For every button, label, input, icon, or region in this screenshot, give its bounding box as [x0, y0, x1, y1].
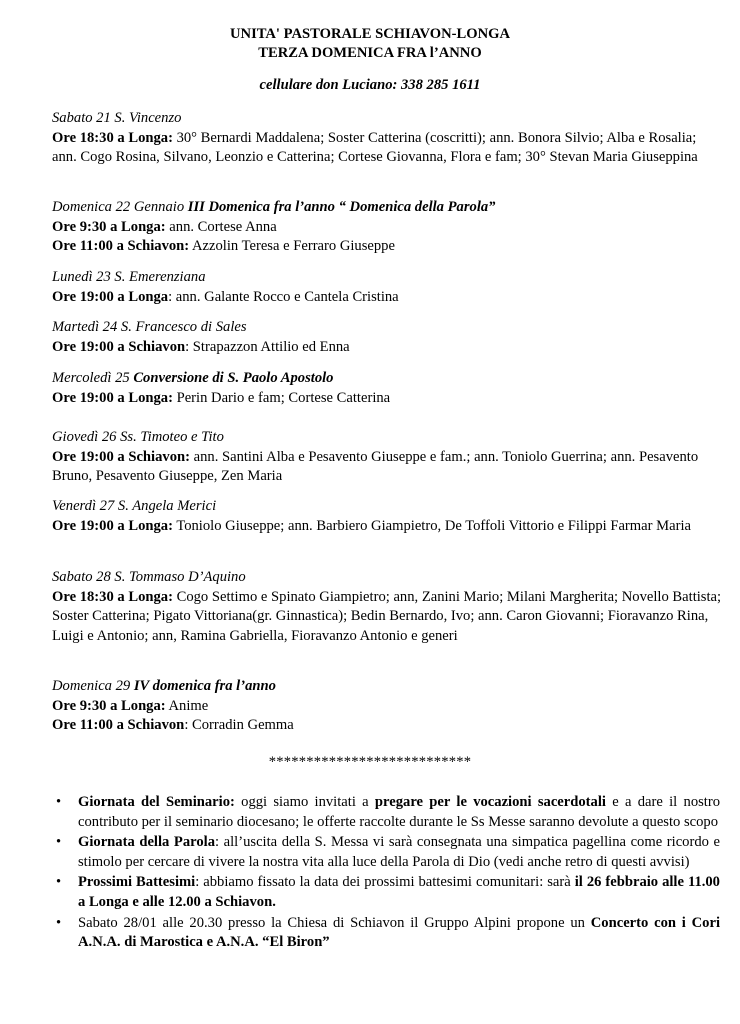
day-block-martedi-24 — [52, 318, 722, 357]
notice-battesimi: • Prossimi Battesimi: abbiamo fissato la data dei prossimi battesimi comunitari: sarà il 26 febbraio alle 11.00 a Longa e alle 12.00 a Schiavon. — [56, 874, 720, 910]
mass-entry — [52, 588, 722, 647]
day-heading: Mercoledì 25 Conversione di S. Paolo Apostolo — [52, 370, 334, 386]
mass-entry — [52, 448, 722, 487]
mass-intentions: Anime — [165, 697, 209, 714]
day-heading: Lunedì 23 S. Emerenziana — [52, 269, 206, 285]
mass-entry — [52, 389, 722, 409]
mass-intentions: : ann. Galante Rocco e Cantela Cristina — [168, 288, 399, 305]
mass-time: Ore 19:00 a Longa: — [52, 389, 173, 406]
mass-time: Ore 11:00 a Schiavon — [52, 717, 185, 734]
day-heading: Sabato 28 S. Tommaso D’Aquino — [52, 569, 246, 585]
mass-intentions: ann. Santini Alba e Pesavento Giuseppe e fam.; ann. Toniolo Guerrina; ann. Pesavento Bruno, Pesavento Giuseppe, Zen Maria — [52, 448, 699, 485]
mass-time: Ore 9:30 a Longa: — [52, 697, 166, 714]
bullet-icon: • — [56, 834, 62, 851]
bullet-icon: • — [56, 874, 62, 891]
mass-entry — [52, 218, 722, 238]
day-block-mercoledi-25 — [52, 369, 722, 408]
bullet-icon: • — [56, 794, 62, 810]
notice-seminario: • Giornata del Seminario: oggi siamo invitati a pregare per le vocazioni sacerdotali e a dare il nostro contributo per il seminario diocesano; le offerte raccolte durante le Ss Messe saranno devolute a questo scopo — [56, 794, 721, 830]
mass-entry — [52, 129, 722, 168]
mass-intentions: : Strapazzon Attilio ed Enna — [185, 338, 350, 355]
day-block-lunedi-23 — [52, 268, 722, 307]
bulletin-title: UNITA' PASTORALE SCHIAVON-LONGA — [229, 26, 510, 42]
mass-entry — [52, 237, 722, 257]
mass-intentions: Cogo Settimo e Spinato Giampietro; ann, Zanini Mario; Milani Margherita; Novello Battista; Soster Catterina; Pigato Vittoriana(gr. Ginnastica); Bedin Bernardo, Ivo; ann. Caron Giovanni; Fioravanzo Rina, Luigi e Antonio; ann, Ramina Gabriella, Fioravanzo Antonio e generi — [52, 588, 722, 644]
mass-intentions: : Corradin Gemma — [184, 717, 294, 734]
day-block-domenica-29 — [52, 677, 722, 736]
mass-entry — [52, 716, 722, 736]
mass-entry — [52, 288, 722, 308]
mass-entry — [52, 697, 722, 717]
mass-intentions: ann. Cortese Anna — [165, 218, 277, 235]
mass-intentions: Azzolin Teresa e Ferraro Giuseppe — [189, 238, 395, 255]
notice-concerto: • Sabato 28/01 alle 20.30 presso la Chiesa di Schiavon il Gruppo Alpini propone un Concerto con i Cori A.N.A. di Marostica e A.N.A. “El Biron” — [56, 914, 720, 951]
day-block-sabato-28 — [52, 568, 722, 646]
mass-time: Ore 19:00 a Schiavon — [52, 338, 186, 355]
mass-time: Ore 18:30 a Longa: — [52, 588, 173, 605]
day-heading: Domenica 29 IV domenica fra l’anno — [52, 678, 276, 694]
mass-entry — [52, 338, 722, 358]
day-heading: Sabato 21 S. Vincenzo — [52, 110, 182, 126]
mass-time: Ore 9:30 a Longa: — [52, 218, 166, 235]
notices-list — [52, 793, 720, 954]
day-heading: Domenica 22 Gennaio III Domenica fra l’anno “ Domenica della Parola” — [52, 199, 496, 215]
mass-time: Ore 11:00 a Schiavon: — [52, 238, 190, 255]
day-block-giovedi-26 — [52, 428, 722, 487]
day-heading: Martedì 24 S. Francesco di Sales — [52, 319, 247, 335]
mass-time: Ore 19:00 a Schiavon: — [52, 448, 190, 465]
notice-parola: • Giornata della Parola: all’uscita della S. Messa vi sarà consegnata una simpatica pagellina come ricordo e stimolo per cercare di vivere la nostra vita alla luce della Parola di Dio (vedi anche retro di questi avvisi) — [56, 834, 720, 870]
mass-intentions: Toniolo Giuseppe; ann. Barbiero Giampietro, De Toffoli Vittorio e Filippi Farmar Maria — [172, 517, 691, 534]
day-block-venerdi-27 — [52, 497, 722, 536]
mass-entry — [52, 517, 722, 537]
bullet-icon: • — [56, 914, 62, 931]
mass-time: Ore 19:00 a Longa: — [52, 517, 173, 534]
priest-phone: cellulare don Luciano: 338 285 1611 — [259, 77, 481, 93]
day-heading: Giovedì 26 Ss. Timoteo e Tito — [52, 429, 224, 445]
day-block-domenica-22 — [52, 198, 722, 257]
separator-stars: *************************** — [268, 754, 472, 770]
bulletin-subtitle: TERZA DOMENICA FRA l’ANNO — [258, 45, 482, 61]
day-heading: Venerdì 27 S. Angela Merici — [52, 498, 217, 514]
mass-intentions: 30° Bernardi Maddalena; Soster Catterina (coscritti); ann. Bonora Silvio; Alba e Rosalia; ann. Cogo Rosina, Silvano, Leonzio e Catterina; Cortese Giovanna, Flora e fam; 30° Stevan Maria Giuseppina — [52, 129, 698, 166]
day-block-sabato-21 — [52, 109, 722, 168]
mass-time: Ore 18:30 a Longa: — [52, 129, 173, 146]
mass-intentions: Perin Dario e fam; Cortese Catterina — [172, 389, 391, 406]
mass-time: Ore 19:00 a Longa — [52, 288, 169, 305]
